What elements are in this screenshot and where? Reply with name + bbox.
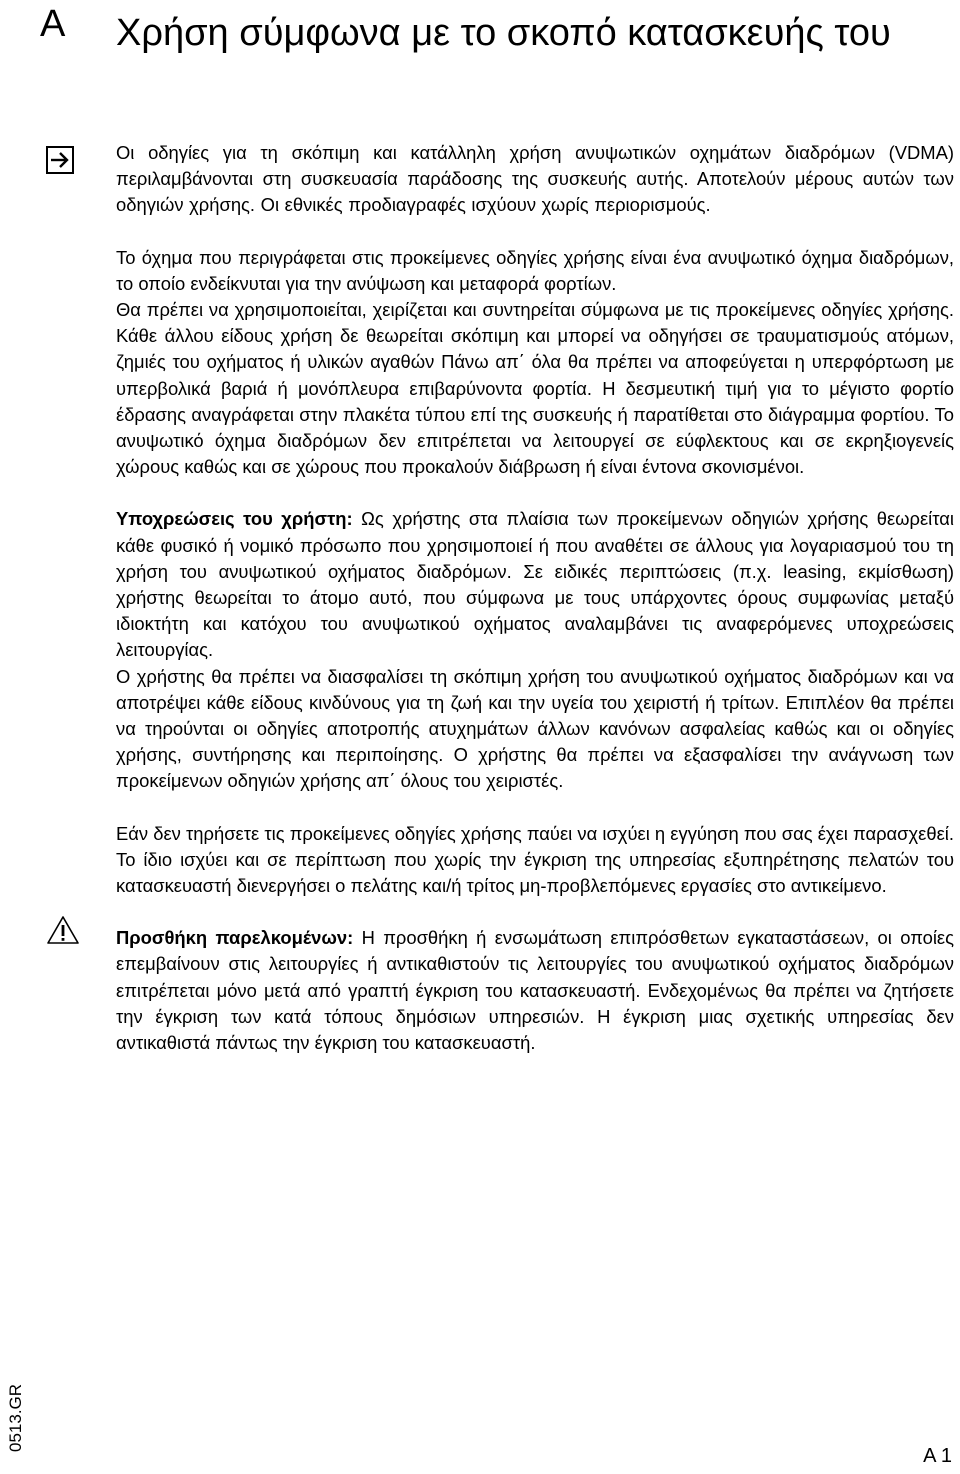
intro-paragraph: Οι οδηγίες για τη σκόπιμη και κατάλληλη χρήση ανυψωτικών οχημάτων διαδρόμων (VDMA) περιλαμβάνονται στη συσκευασία παράδοσης της συσκευής αυτής. Αποτελούν μέρους αυτών των οδηγιών χρήσης. Οι εθνικές προδιαγραφές ισχύουν χωρίς περιορισμούς. [116,142,954,216]
accessories-label: Προσθήκη παρελκομένων: [116,927,354,949]
user-duties-paragraph-2: Ο χρήστης θα πρέπει να διασφαλίσει τη σκόπιμη χρήση του ανυψωτικού οχήματος διαδρόμων και να αποτρέψει κάθε είδους κινδύνους για τη ζωή και την υγεία του χειριστή ή τρίτων. Επιπλέον θα πρέπει να τηρούνται οι οδηγίες αποτροπής ατυχημάτων άλλων κανόνων ασφαλείας καθώς και οι οδηγίες χρήσης, συντήρησης και περιποίησης. Ο χρήστης θα πρέπει να εξασφαλίσει την ανάγνωση των προκείμενων οδηγιών χρήσης απ΄ όλους του χειριστές. [116,665,954,792]
document-code: 0513.GR [6,1383,25,1452]
accessories-paragraph [116,925,954,1056]
warranty-warning-paragraph: Εάν δεν τηρήσετε τις προκείμενες οδηγίες χρήσης παύει να ισχύει η εγγύηση που σας έχει παρασχεθεί. Το ίδιο ισχύει και σε περίπτωση που χωρίς την έγκριση της υπηρεσίας εξυπηρέτησης πελατών του κατασκευαστή διενεργήσει ο πελάτης και/ή τρίτος μη-προβλεπόμενες εργασίες στο αντικείμενο. [116,822,954,897]
user-duties-paragraph [116,506,954,663]
intro-section [116,140,954,219]
page-title: Χρήση σύμφωνα με το σκοπό κατασκευής του [116,12,891,54]
vehicle-section [116,245,954,481]
main-content [116,140,954,1082]
user-duties-text: Ως χρήστης στα πλαίσια των προκείμενων οδηγιών χρήσης θεωρείται κάθε φυσικό ή νομικό πρόσωπο που χρησιμοποιεί ή που αναθέτει σε άλλους για λογαριασμού του τη χρήση του ανυψωτικού οχήματος διαδρόμων. Σε ειδικές περιπτώσεις (π.χ. leasing, εκμίσθωση) χρήστης θεωρείται το άτομο αυτό, που σύμφωνα με τους υπάρχοντες όρους συμφωνίας μεταξύ ιδιοκτήτη και κατόχου του ανυψωτικού οχήματος αναλαμβάνει τις αναφερόμενες υποχρεώσεις λειτουργίας. [116,508,954,661]
accessories-text: Η προσθήκη ή ενσωμάτωση επιπρόσθετων εγκαταστάσεων, οι οποίες επεμβαίνουν στις λειτουργίες ή αντικαθιστούν τις λειτουργίες του ανυψωτικού οχήματος διαδρόμων επιτρέπεται μόνο μετά από γραπτή έγκριση του κατασκευαστή. Ενδεχομένως θα πρέπει να ζητήσετε την έγκριση των κατά τόπους δημόσιων υπηρεσιών. Η έγκριση μιας σχετικής υπηρεσίας δεν αντικαθιστά πάντως την έγκριση του κατασκευαστή. [116,927,954,1054]
warning-triangle-icon [46,915,80,945]
chapter-letter: A [40,3,66,45]
page-number: A 1 [923,1445,952,1467]
user-duties-section [116,506,954,794]
warranty-warning-section [116,821,954,900]
user-duties-label: Υποχρεώσεις του χρήστη: [116,508,353,530]
vehicle-usage-paragraph: Θα πρέπει να χρησιμοποιείται, χειρίζεται και συντηρείται σύμφωνα με τις προκείμενες οδηγίες χρήσης. Κάθε άλλου είδους χρήση δε θεωρείται σκόπιμη και μπορεί να οδηγήσει σε τραυματισμούς ατόμων, ζημιές του οχήματος ή υλικών αγαθών Πάνω απ΄ όλα θα πρέπει να αποφεύγεται η υπερφόρτωση με υπερβολικά βαριά ή μονόπλευρα επιβαρύνοντα φορτία. Η δεσμευτική τιμή για το μέγιστο φορτίο έδρασης αναγράφεται στην πλακέτα τύπου επί της συσκευής ή παρατίθεται στο διάγραμμα φορτίου. Το ανυψωτικό όχημα διαδρόμων δεν επιτρέπεται να λειτουργεί σε εύφλεκτους και σε εκρηξιογενείς χώρους καθώς και σε χώρους που προκαλούν διάβρωση ή είναι έντονα σκονισμένοι. [116,299,954,478]
vehicle-description-paragraph: Το όχημα που περιγράφεται στις προκείμενες οδηγίες χρήσης είναι ένα ανυψωτικό όχημα διαδρόμων, το οποίο ενδείκνυται για την ανύψωση και μεταφορά φορτίων. [116,246,954,294]
accessories-section [116,925,954,1056]
arrow-right-boxed-icon [46,146,74,174]
